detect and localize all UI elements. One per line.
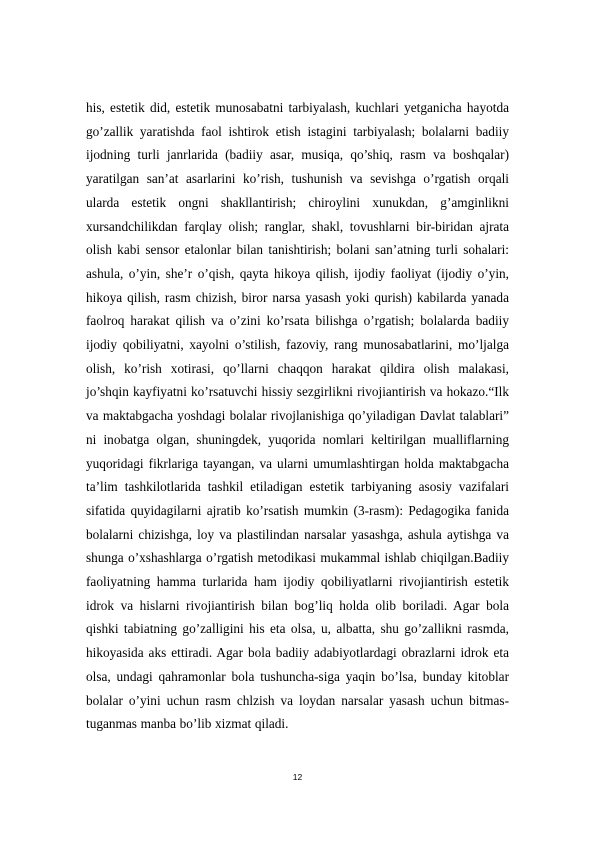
page-number: 12 xyxy=(292,772,303,782)
body-paragraph: his, estetik did, estetik munosabatni tarbiyalash, kuchlari yetganicha hayotda go’zallik yaratishda faol ishtirok etish istagini tarbiyalash; bolalarni badiiy ijodning turli janrlarida (badiiy asar, musiqa, qo’shiq, rasm va boshqalar) yaratilgan san’at asarlarini ko’rish, tushunish va sevishga o’rgatish orqali ularda estetik ongni shakllantirish; chiroylini xunukdan, g’amginlikni xursandchilikdan farqlay olish; ranglar, shakl, tovushlarni bir-biridan ajrata olish kabi sensor etalonlar bilan tanishtirish; bolani san’atning turli sohalari: ashula, o’yin, she’r o’qish, qayta hikoya qilish, ijodiy faoliyat (ijodiy o’yin, hikoya qilish, rasm chizish, biror narsa yasash yoki qurish) kabilarda yanada faolroq harakat qilish va o’zini ko’rsata bilishga o’rgatish; bolalarda badiiy ijodiy qobiliyatni, xayolni o’stilish, fazoviy, rang munosabatlarini, mo’ljalga olish, ko’rish xotirasi, qo’llarni chaqqon harakat qildira olish malakasi, jo’shqin kayfiyatni ko’rsatuvchi hissiy sezgirlikni rivojiantirish va hokazo.“Ilk va maktabgacha yoshdagi bolalar rivojlanishiga qo’yiladigan Davlat talablari” ni inobatga olgan, shuningdek, yuqorida nomlari keltirilgan mualliflarning yuqoridagi fikrlariga tayangan, va ularni umumlashtirgan holda maktabgacha ta’lim tashkilotlarida tashkil etiladigan estetik tarbiyaning asosiy vazifalari sifatida quyidagilarni ajratib ko’rsatish mumkin (3-rasm): Pedagogika fanida bolalarni chizishga, loy va plastilindan narsalar yasashga, ashula aytishga va shunga o’xshashlarga o’rgatish metodikasi mukammal ishlab chiqilgan.Badiiy faoliyatning hamma turlarida ham ijodiy qobiliyatlarni rivojiantirish estetik idrok va hislarni rivojiantirish bilan bog’liq holda olib boriladi. Agar bola qishki tabiatning go’zalligini his eta olsa, u, albatta, shu go’zallikni rasmda, hikoyasida aks ettiradi. Agar bola badiiy adabiyotlardagi obrazlarni idrok eta olsa, undagi qahramonlar bola tushuncha-siga yaqin bo’lsa, bunday kitoblar bolalar o’yini uchun rasm chlzish va loydan narsalar yasash uchun bitmas-tuganmas manba bo’lib xizmat qiladi. xyxy=(86,100,509,732)
